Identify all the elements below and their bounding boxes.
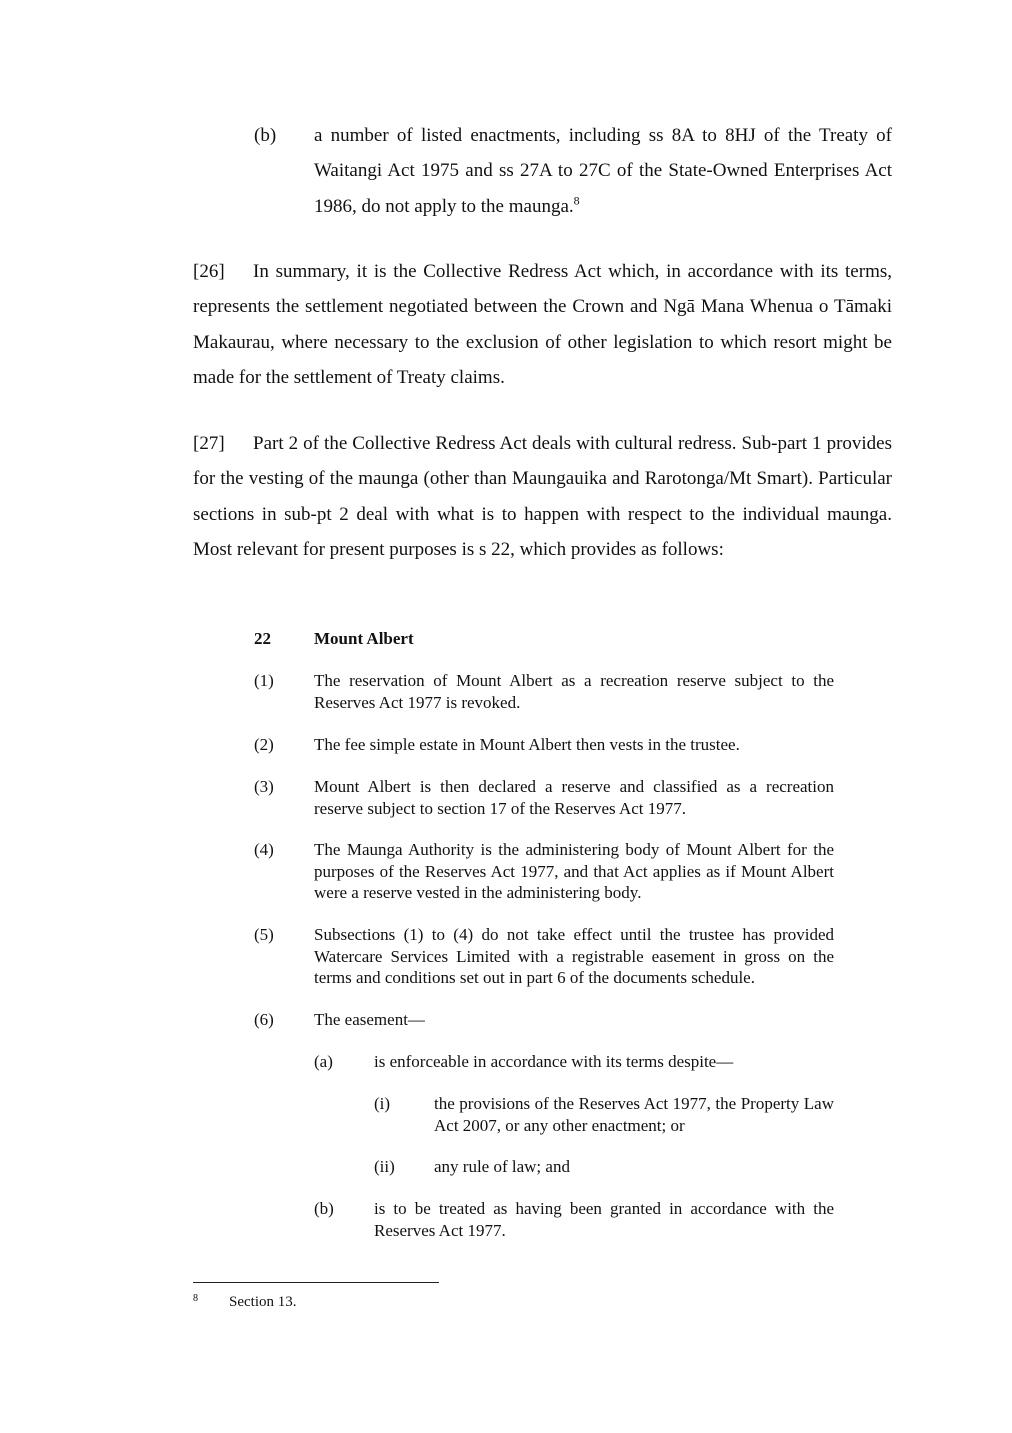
paragraph-text: Part 2 of the Collective Redress Act deals with cultural redress. Sub-part 1 provides for the vesting of the maunga (other than Maungauika and Rarotonga/Mt Smart). Particular sections in sub-pt 2 deal with what is to happen with respect to the individual maunga. Most relevant for present purposes is s 22, which provides as follows:	[193, 433, 892, 560]
paragraph-label: (b)	[314, 1199, 334, 1218]
footnote-number: 8	[193, 1293, 198, 1304]
subsection-label: (4)	[254, 840, 274, 859]
subparagraph-label: (ii)	[374, 1157, 395, 1176]
subparagraph-text: a number of listed enactments, including ss 8A to 8HJ of the Treaty of Waitangi Act 1975 and ss 27A to 27C of the State-Owned Enterprises Act 1986, do not apply to the maunga.$^8$	[314, 125, 892, 217]
subparagraph-label: (b)	[254, 125, 277, 146]
subsection-text: The easement—	[314, 1010, 425, 1029]
subparagraph-text: any rule of law; and	[434, 1157, 570, 1176]
footnote-text: Section 13.	[229, 1294, 297, 1310]
subparagraph-label: (i)	[374, 1094, 391, 1113]
section-number: 22	[254, 629, 271, 648]
paragraph-label: (a)	[314, 1052, 333, 1071]
footnote-reference[interactable]: 8	[573, 193, 580, 208]
subparagraph-text: the provisions of the Reserves Act 1977, the Property Law Act 2007, or any other enactment; or	[434, 1094, 834, 1135]
section-title: Mount Albert	[314, 629, 414, 648]
subsection-text: The Maunga Authority is the administering body of Mount Albert for the purposes of the Reserves Act 1977, and that Act applies as if Mount Albert were a reserve vested in the administering body.	[314, 840, 834, 902]
paragraph-26	[193, 254, 892, 395]
subsection-label: (3)	[254, 777, 274, 796]
subsection-text: Mount Albert is then declared a reserve and classified as a recreation reserve subject to section 17 of the Reserves Act 1977.	[314, 777, 834, 818]
subsection-text: The reservation of Mount Albert as a recreation reserve subject to the Reserves Act 1977 is revoked.	[314, 671, 834, 712]
subsection-text: Subsections (1) to (4) do not take effect until the trustee has provided Watercare Services Limited with a registrable easement in gross on the terms and conditions set out in part 6 of the documents schedule.	[314, 925, 834, 987]
subsection-label: (2)	[254, 735, 274, 754]
paragraph-27	[193, 426, 892, 567]
paragraph-number: [26]	[193, 261, 225, 282]
subsection-label: (5)	[254, 925, 274, 944]
footnote-separator	[193, 1282, 439, 1283]
subsection-label: (1)	[254, 671, 274, 690]
paragraph-number: [27]	[193, 433, 225, 454]
paragraph-text: In summary, it is the Collective Redress Act which, in accordance with its terms, represents the settlement negotiated between the Crown and Ngā Mana Whenua o Tāmaki Makaurau, where necessary to the exclusion of other legislation to which resort might be made for the settlement of Treaty claims.	[193, 261, 892, 388]
subsection-text: The fee simple estate in Mount Albert then vests in the trustee.	[314, 735, 740, 754]
subsection-label: (6)	[254, 1010, 274, 1029]
paragraph-text: is to be treated as having been granted in accordance with the Reserves Act 1977.	[374, 1199, 834, 1240]
paragraph-text: is enforceable in accordance with its terms despite—	[374, 1052, 734, 1071]
